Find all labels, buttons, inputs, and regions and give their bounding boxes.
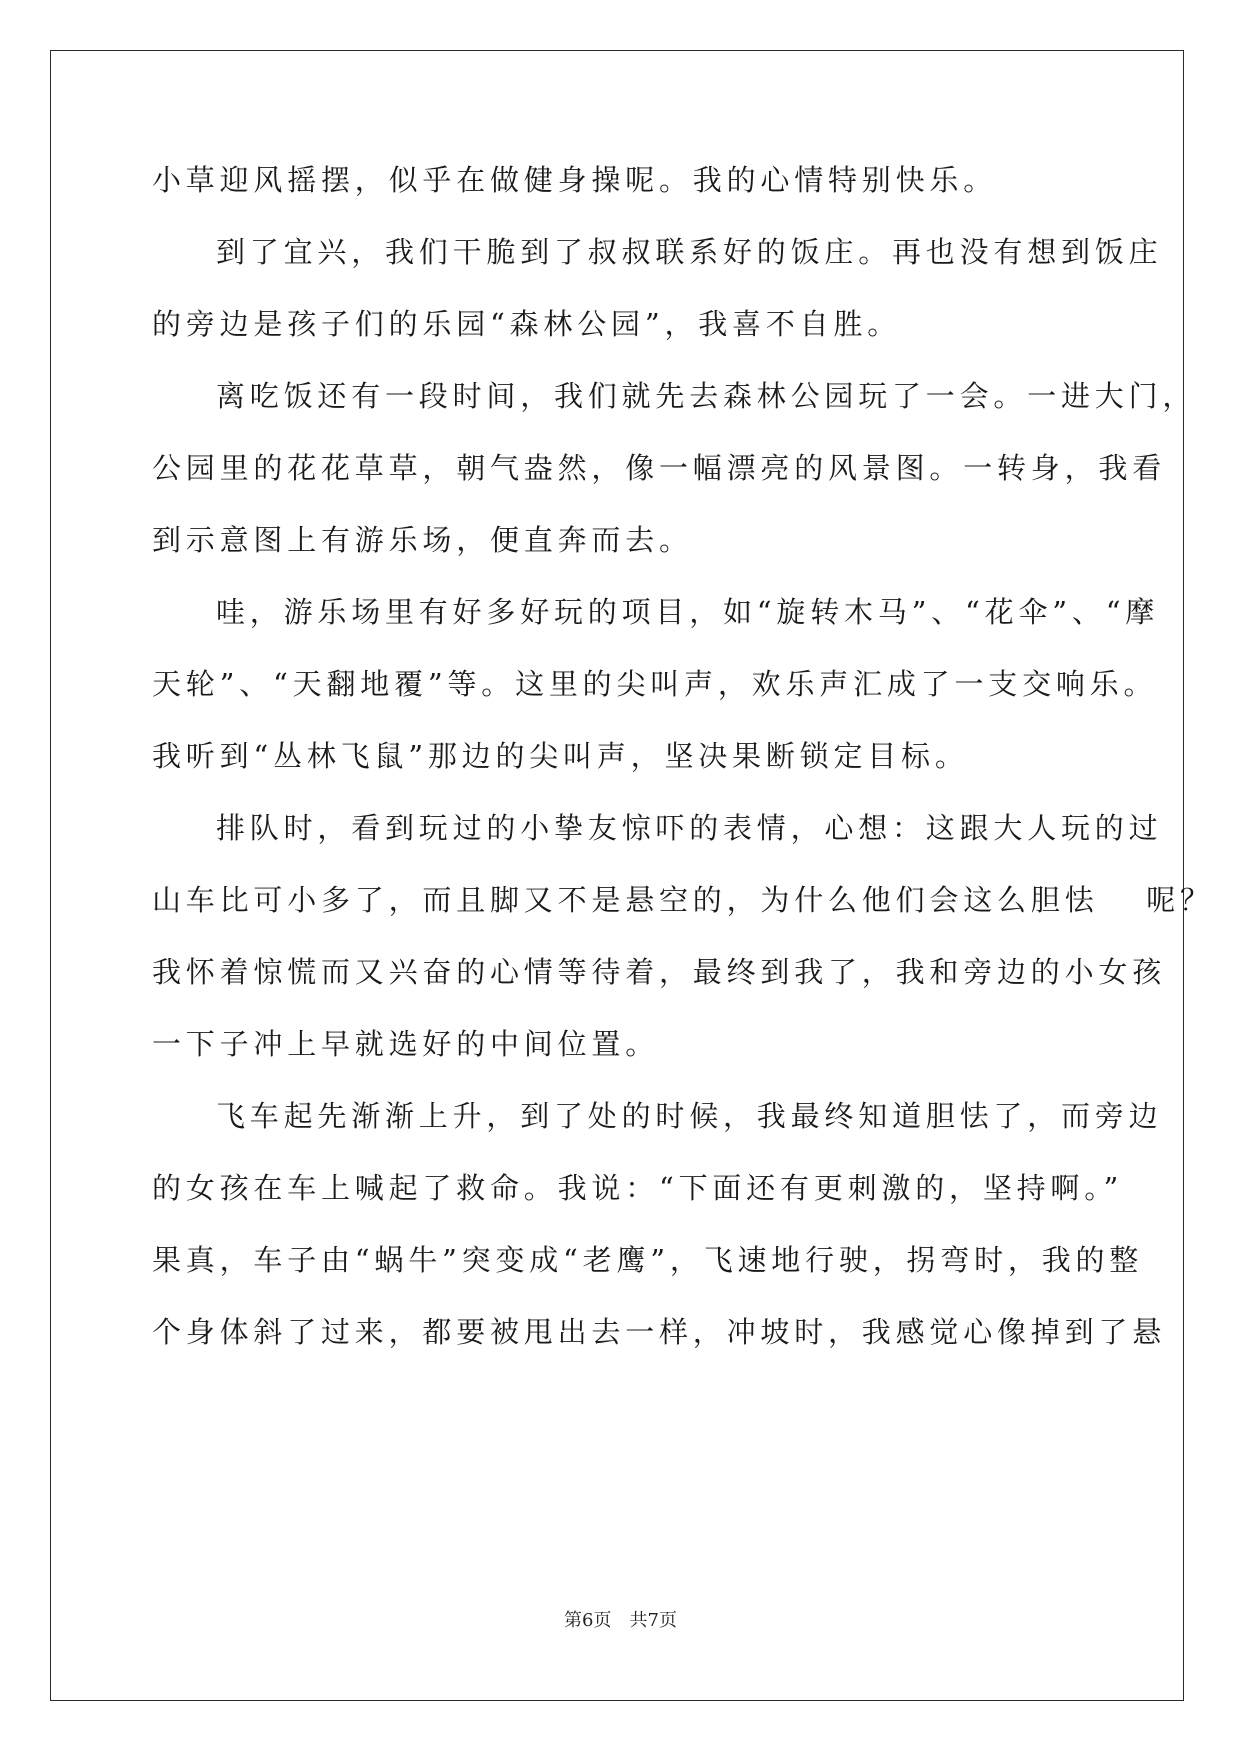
page-total: 共7页 xyxy=(629,1610,677,1631)
text-line: 我听到“丛林飞鼠”那边的尖叫声，坚决果断锁定目标。 xyxy=(152,739,969,773)
paragraph-start-line: 哇，游乐场里有好多好玩的项目，如“旋转木马”、“花伞”、“摩 xyxy=(216,595,1160,629)
text-line: 到示意图上有游乐场，便直奔而去。 xyxy=(152,523,693,557)
paragraph-start-line: 飞车起先渐渐上升，到了处的时候，我最终知道胆怯了，而旁边 xyxy=(216,1099,1163,1133)
page-number: 第6页 xyxy=(564,1610,612,1631)
text-line: 个身体斜了过来，都要被甩出去一样，冲坡时，我感觉心像掉到了悬 xyxy=(152,1315,1167,1349)
text-line: 果真，车子由“蜗牛”突变成“老鹰”，飞速地行驶，拐弯时，我的整 xyxy=(152,1243,1144,1277)
page-footer xyxy=(0,1610,1241,1632)
text-line: 一下子冲上早就选好的中间位置。 xyxy=(152,1027,660,1061)
text-line: 的女孩在车上喊起了救命。我说：“下面还有更刺激的，坚持啊。” xyxy=(152,1171,1124,1205)
text-line: 的旁边是孩子们的乐园“森林公园”，我喜不自胜。 xyxy=(152,307,902,341)
page-border xyxy=(50,50,1184,1701)
paragraph-start-line: 排队时，看到玩过的小挚友惊吓的表情，心想：这跟大人玩的过 xyxy=(216,811,1163,845)
paragraph-start-line: 离吃饭还有一段时间，我们就先去森林公园玩了一会。一进大门， xyxy=(216,379,1197,413)
text-line: 天轮”、“天翻地覆”等。这里的尖叫声，欢乐声汇成了一支交响乐。 xyxy=(152,667,1158,701)
text-line: 小草迎风摇摆，似乎在做健身操呢。我的心情特别快乐。 xyxy=(152,163,998,197)
text-line: 我怀着惊慌而又兴奋的心情等待着，最终到我了，我和旁边的小女孩 xyxy=(152,955,1167,989)
paragraph-start-line: 到了宜兴，我们干脆到了叔叔联系好的饭庄。再也没有想到饭庄 xyxy=(216,235,1163,269)
text-line: 公园里的花花草草，朝气盎然，像一幅漂亮的风景图。一转身，我看 xyxy=(152,451,1167,485)
text-line: 山车比可小多了，而且脚又不是悬空的，为什么他们会这么胆怯 呢？ xyxy=(152,883,1214,917)
